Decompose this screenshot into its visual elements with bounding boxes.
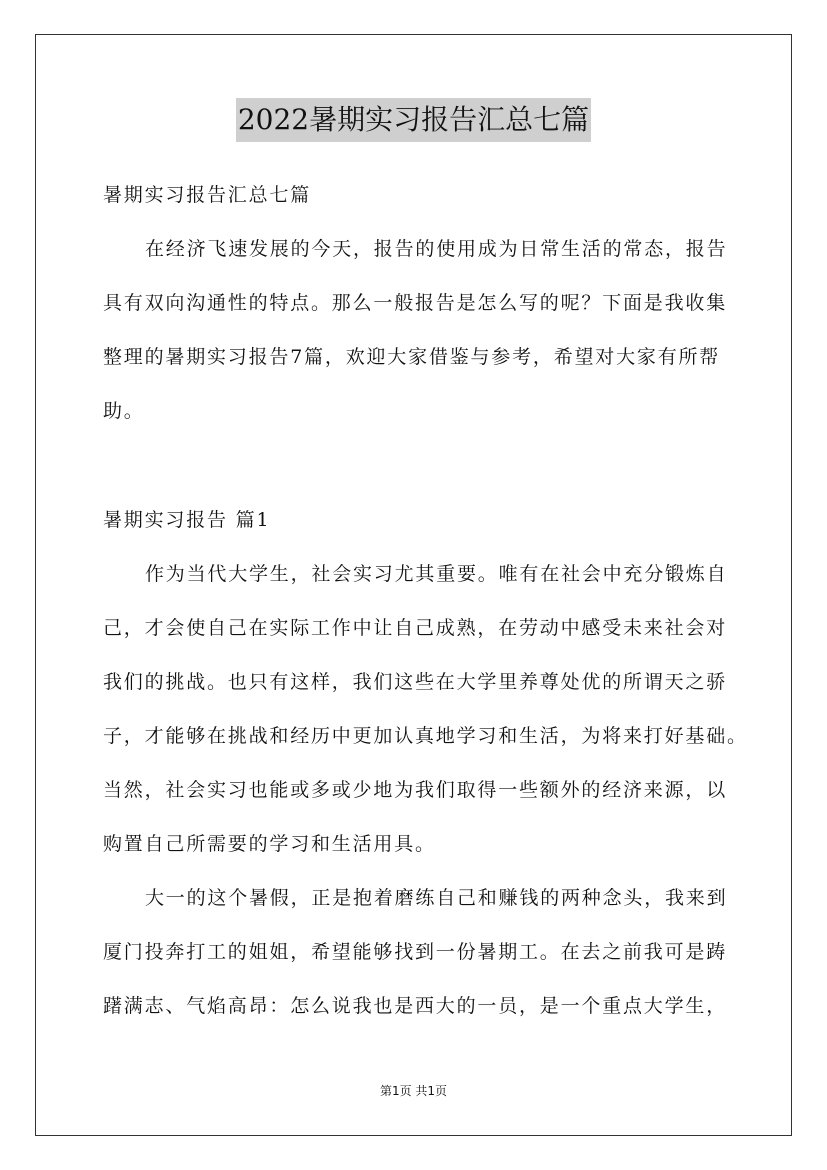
subtitle-line: 暑期实习报告汇总七篇 bbox=[103, 184, 312, 206]
intro-paragraph-line: 助。 bbox=[103, 400, 145, 422]
body-paragraph-line: 我们的挑战。也只有这样，我们这些在大学里养尊处优的所谓天之骄 bbox=[103, 671, 728, 693]
body-paragraph-line: 购置自己所需要的学习和生活用具。 bbox=[103, 833, 436, 855]
body-paragraph-line: 厦门投奔打工的姐姐，希望能够找到一份暑期工。在去之前我可是踌 bbox=[103, 941, 728, 963]
body-paragraph-line: 子，才能够在挑战和经历中更加认真地学习和生活，为将来打好基础。 bbox=[103, 725, 748, 747]
document-title: 2022暑期实习报告汇总七篇 bbox=[236, 98, 591, 142]
body-paragraph-line: 躇满志、气焰高昂：怎么说我也是西大的一员，是一个重点大学生， bbox=[103, 995, 728, 1017]
section-heading: 暑期实习报告 篇1 bbox=[103, 509, 271, 531]
body-paragraph-line: 己，才会使自己在实际工作中让自己成熟，在劳动中感受未来社会对 bbox=[103, 617, 728, 639]
body-paragraph-line: 当然，社会实习也能或多或少地为我们取得一些额外的经济来源，以 bbox=[103, 779, 728, 801]
intro-paragraph-line: 整理的暑期实习报告7篇，欢迎大家借鉴与参考，希望对大家有所帮 bbox=[103, 346, 721, 368]
intro-paragraph-line: 在经济飞速发展的今天，报告的使用成为日常生活的常态，报告 bbox=[145, 238, 728, 260]
body-paragraph-line: 大一的这个暑假，正是抱着磨练自己和赚钱的两种念头，我来到 bbox=[145, 887, 728, 909]
page-number-footer: 第1页 共1页 bbox=[379, 1084, 448, 1098]
title-container bbox=[0, 98, 827, 142]
intro-paragraph-line: 具有双向沟通性的特点。那么一般报告是怎么写的呢？下面是我收集 bbox=[103, 292, 728, 314]
body-paragraph-line: 作为当代大学生，社会实习尤其重要。唯有在社会中充分锻炼自 bbox=[145, 563, 728, 585]
